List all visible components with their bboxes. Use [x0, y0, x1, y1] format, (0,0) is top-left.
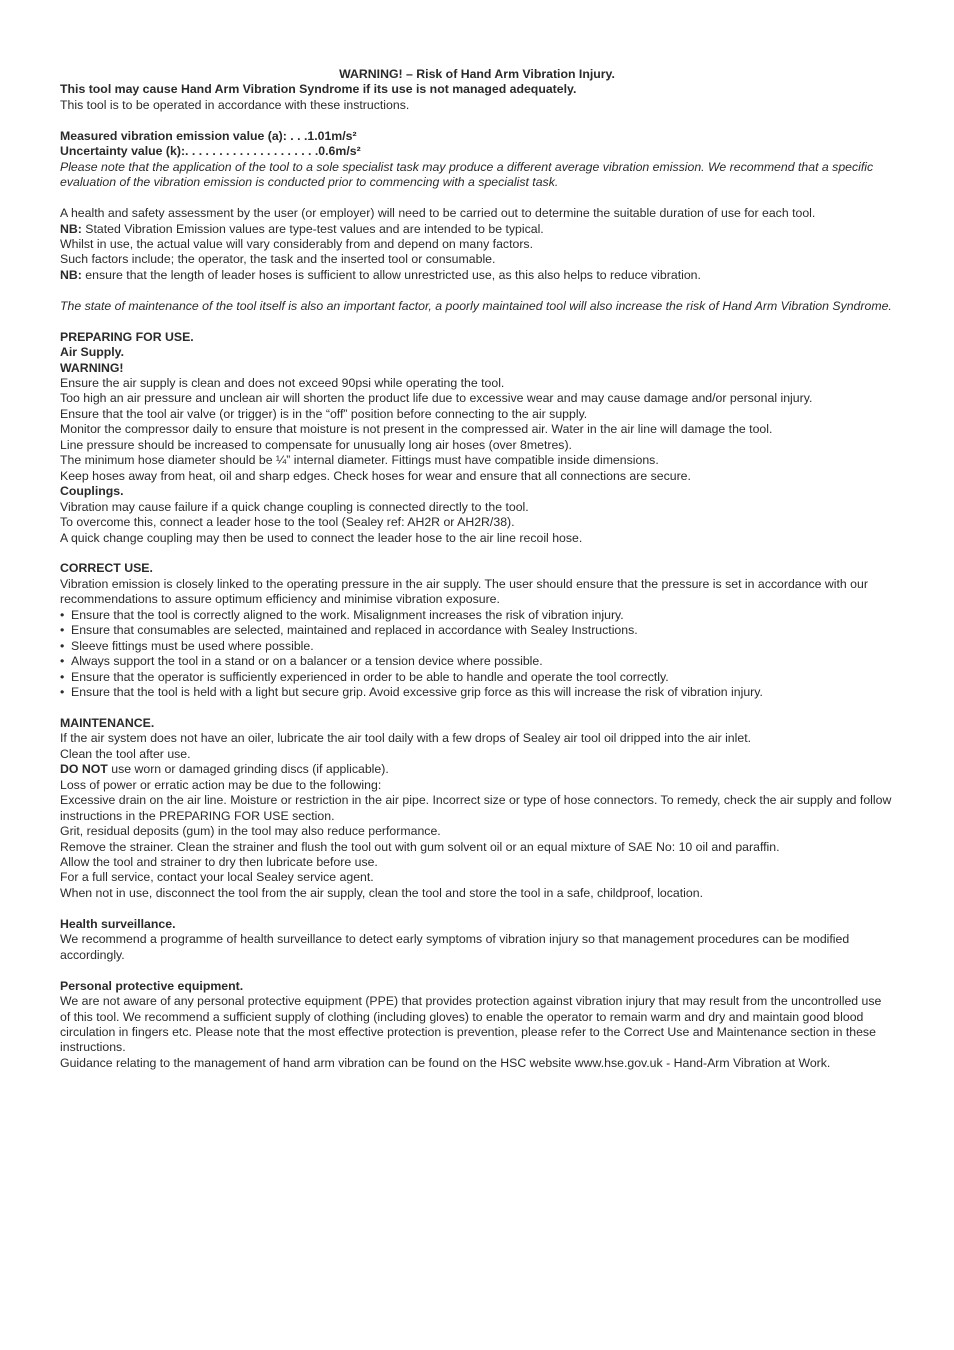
assessment-text: A health and safety assessment by the user (or employer) will need to be carried out to determine the suitable duration of use for each tool. — [60, 206, 816, 221]
spacer — [60, 283, 894, 298]
maintenance-line: Allow the tool and strainer to dry then lubricate before use. — [60, 855, 378, 870]
maintenance-line: Grit, residual deposits (gum) in the tool may also reduce performance. — [60, 824, 441, 839]
couplings-line: Vibration may cause failure if a quick change coupling is connected directly to the tool. — [60, 499, 529, 514]
list-item-text: Ensure that consumables are selected, maintained and replaced in accordance with Sealey Instructions. — [71, 623, 638, 638]
air-supply-line: Ensure that the tool air valve (or trigger) is in the “off” position before connecting to the air supply. — [60, 406, 588, 421]
subheading-air-supply: Air Supply. — [60, 345, 124, 360]
document-page — [60, 67, 894, 1071]
specialist-task-note: Please note that the application of the tool to a sole specialist task may produce a different average vibration emission. We recommend that a specific evaluation of the vibration emission is conducted prior to commencing with a specialist task. — [60, 159, 874, 190]
spacer — [60, 113, 894, 128]
uncertainty-value: Uncertainty value (k):. . . . . . . . . . . . . . . . . . . .0.6m/s² — [60, 144, 361, 159]
bullet-icon: • — [60, 607, 65, 622]
spacer — [60, 314, 894, 329]
maintenance-line: If the air system does not have an oiler, lubricate the air tool daily with a few drops of Sealey air tool oil dripped into the air inlet. — [60, 731, 752, 746]
couplings-line: To overcome this, connect a leader hose to the tool (Sealey ref: AH2R or AH2R/38). — [60, 515, 515, 530]
page-title: WARNING! – Risk of Hand Arm Vibration Injury. — [339, 67, 615, 81]
section-heading-health-surveillance: Health surveillance. — [60, 916, 176, 931]
list-item — [60, 670, 894, 685]
section-heading-preparing: PREPARING FOR USE. — [60, 329, 194, 344]
bullet-icon: • — [60, 669, 65, 684]
air-supply-line: Keep hoses away from heat, oil and sharp edges. Check hoses for wear and ensure that all connections are secure. — [60, 468, 691, 483]
list-item — [60, 685, 894, 700]
do-not-label: DO NOT — [60, 762, 108, 777]
warning-subtitle: This tool may cause Hand Arm Vibration Syndrome if its use is not managed adequately. — [60, 82, 577, 97]
list-item-text: Ensure that the tool is correctly aligned to the work. Misalignment increases the risk of vibration injury. — [71, 607, 624, 622]
maintenance-line: Clean the tool after use. — [60, 746, 191, 761]
health-surveillance-text: We recommend a programme of health surveillance to detect early symptoms of vibration injury so that management procedures can be modified accordingly. — [60, 932, 850, 962]
air-supply-line: Too high an air pressure and unclean air will shorten the product life due to excessive wear and may cause damage and/or personal injury. — [60, 391, 813, 406]
measured-emission-value: Measured vibration emission value (a): . . .1.01m/s² — [60, 128, 357, 143]
list-item — [60, 623, 894, 638]
spacer — [60, 963, 894, 978]
maintenance-state-note: The state of maintenance of the tool itself is also an important factor, a poorly maintained tool will also increase the risk of Hand Arm Vibration Syndrome. — [60, 298, 892, 313]
guidance-text: Guidance relating to the management of hand arm vibration can be found on the HSC website www.hse.gov.uk - Hand-Arm Vibration at Work. — [60, 1055, 831, 1070]
bullet-icon: • — [60, 685, 65, 700]
nb-text: Stated Vibration Emission values are type-test values and are intended to be typical. — [81, 221, 544, 236]
bullet-icon: • — [60, 638, 65, 653]
section-heading-maintenance: MAINTENANCE. — [60, 715, 155, 730]
maintenance-line: For a full service, contact your local Sealey service agent. — [60, 870, 374, 885]
list-item — [60, 608, 894, 623]
spacer — [60, 701, 894, 716]
spacer — [60, 901, 894, 916]
air-supply-line: Ensure the air supply is clean and does not exceed 90psi while operating the tool. — [60, 376, 505, 390]
nb-leader-hoses — [60, 268, 894, 283]
nb-text: ensure that the length of leader hoses is sufficient to allow unrestricted use, as this also helps to reduce vibration. — [81, 267, 701, 282]
air-supply-line: The minimum hose diameter should be ¼” internal diameter. Fittings must have compatible inside dimensions. — [60, 453, 659, 468]
list-item-text: Always support the tool in a stand or on a balancer or a tension device where possible. — [71, 654, 543, 669]
bullet-icon: • — [60, 654, 65, 669]
maintenance-line: Loss of power or erratic action may be due to the following: — [60, 777, 382, 792]
bullet-icon: • — [60, 623, 65, 638]
do-not-text: use worn or damaged grinding discs (if applicable). — [107, 762, 389, 777]
subheading-couplings: Couplings. — [60, 484, 124, 499]
maintenance-line: Remove the strainer. Clean the strainer and flush the tool out with gum solvent oil or an equal mixture of SAE No: 10 oil and paraffin. — [60, 839, 780, 854]
air-supply-line: Line pressure should be increased to compensate for unusually long air hoses (over 8metres). — [60, 437, 572, 452]
list-item-text: Sleeve fittings must be used where possible. — [71, 638, 314, 653]
correct-use-intro: Vibration emission is closely linked to the operating pressure in the air supply. The user should ensure that the pressure is set in accordance with our recommendations to assure optimum efficiency and minimise vibration exposure. — [60, 576, 868, 607]
maintenance-line: When not in use, disconnect the tool from the air supply, clean the tool and store the tool in a safe, childproof, location. — [60, 885, 704, 900]
factors-text: Such factors include; the operator, the task and the inserted tool or consumable. — [60, 252, 496, 267]
list-item — [60, 639, 894, 654]
couplings-line: A quick change coupling may then be used to connect the leader hose to the air line recoil hose. — [60, 530, 583, 545]
nb-label: NB: — [60, 267, 82, 282]
section-heading-correct-use: CORRECT USE. — [60, 561, 153, 576]
list-item — [60, 654, 894, 669]
maintenance-do-not — [60, 762, 894, 777]
maintenance-line: Excessive drain on the air line. Moisture or restriction in the air pipe. Incorrect size or type of hose connectors. To remedy, check the air supply and follow instructions in the PREPARING FOR USE section. — [60, 793, 892, 823]
section-heading-ppe: Personal protective equipment. — [60, 978, 244, 993]
list-item-text: Ensure that the tool is held with a light but secure grip. Avoid excessive grip force as this will increase the risk of vibration injury. — [71, 685, 763, 700]
warning-label: WARNING! — [60, 360, 124, 375]
list-item-text: Ensure that the operator is sufficiently experienced in order to be able to handle and operate the tool correctly. — [71, 669, 669, 684]
nb-label: NB: — [60, 221, 82, 236]
spacer — [60, 191, 894, 206]
actual-value-text: Whilst in use, the actual value will vary considerably from and depend on many factors. — [60, 236, 533, 251]
intro-text: This tool is to be operated in accordance with these instructions. — [60, 97, 410, 112]
ppe-text: We are not aware of any personal protective equipment (PPE) that provides protection against vibration injury that may result from the uncontrolled use of this tool. We recommend a sufficient supply of clothing (including gloves) to enable the operator to remain warm and dry and maintain good blood circulation in fingers etc. Please note that the most effective protection is prevention, please refer to the Correct Use and Maintenance section in these instructions. — [60, 994, 882, 1055]
nb-stated-values — [60, 222, 894, 237]
spacer — [60, 546, 894, 561]
air-supply-line: Monitor the compressor daily to ensure that moisture is not present in the compressed air. Water in the air line will damage the tool. — [60, 422, 773, 437]
